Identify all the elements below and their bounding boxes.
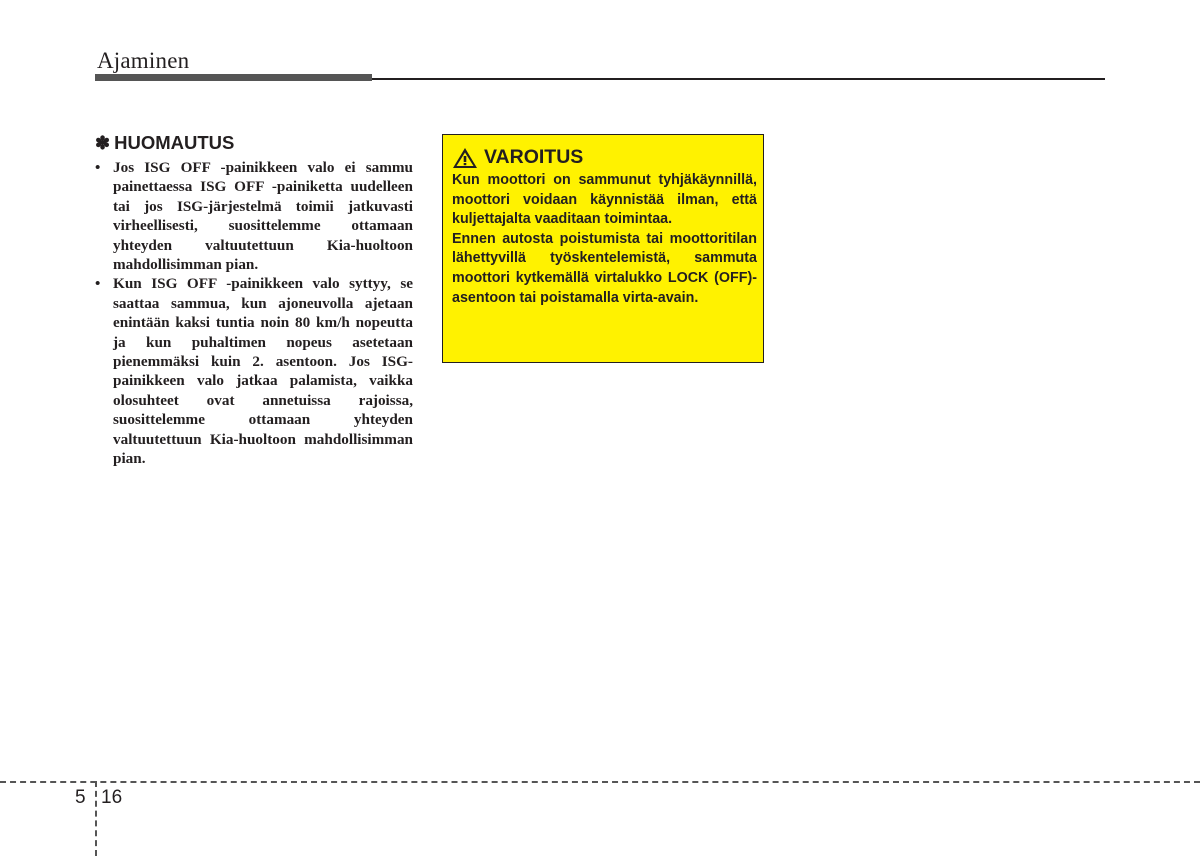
note-item-1: • Jos ISG OFF -painikkeen valo ei sammu painettaessa ISG OFF -painiketta uudelleen tai jos ISG-järjestelmä toimii jatkuvasti virheellisesti, suosittelemme ottamaan yhteyden valtuutettuun Kia-huoltoon mahdollisimman pian. [95,158,413,274]
note-heading-text: HUOMAUTUS [114,132,235,153]
footer-divider [95,781,97,856]
warning-triangle-icon [452,147,478,169]
chapter-number: 5 [75,787,86,808]
note-list [95,158,413,469]
page-number: 16 [101,787,123,808]
note-star-icon: ✽ [95,133,111,153]
note-block [95,132,413,469]
footer-rule [0,781,1200,783]
note-item-2: • Kun ISG OFF -painikkeen valo syttyy, se saattaa sammua, kun ajoneuvolla ajetaan enintään kaksi tuntia noin 80 km/h nopeutta ja kun puhaltimen nopeus asetetaan pienemmäksi kuin 2. asentoon. Jos ISG-painikkeen valo jatkaa palamista, vaikka olosuhteet ovat annetuissa rajoissa, suosittelemme ottamaan yhteyden valtuutettuun Kia-huoltoon mahdollisimman pian. [95,274,413,468]
warning-heading-text: VAROITUS [484,146,584,168]
warning-paragraph-2: Ennen autosta poistumista tai moottoritilan lähettyvillä työskentelemistä, sammuta moottori kytkemällä virtalukko LOCK (OFF)-asentoon tai poistamalla virta-avain. [452,230,757,306]
note-heading [95,132,413,154]
header-rule-thin [372,78,1105,80]
warning-paragraph-1: Kun moottori on sammunut tyhjäkäynnillä, moottori voidaan käynnistää ilman, että kuljettajalta vaaditaan toimintaa. [452,172,757,228]
warning-box [442,134,764,363]
header-rule-thick [95,74,372,81]
section-title: Ajaminen [97,48,190,73]
warning-heading [452,146,757,169]
